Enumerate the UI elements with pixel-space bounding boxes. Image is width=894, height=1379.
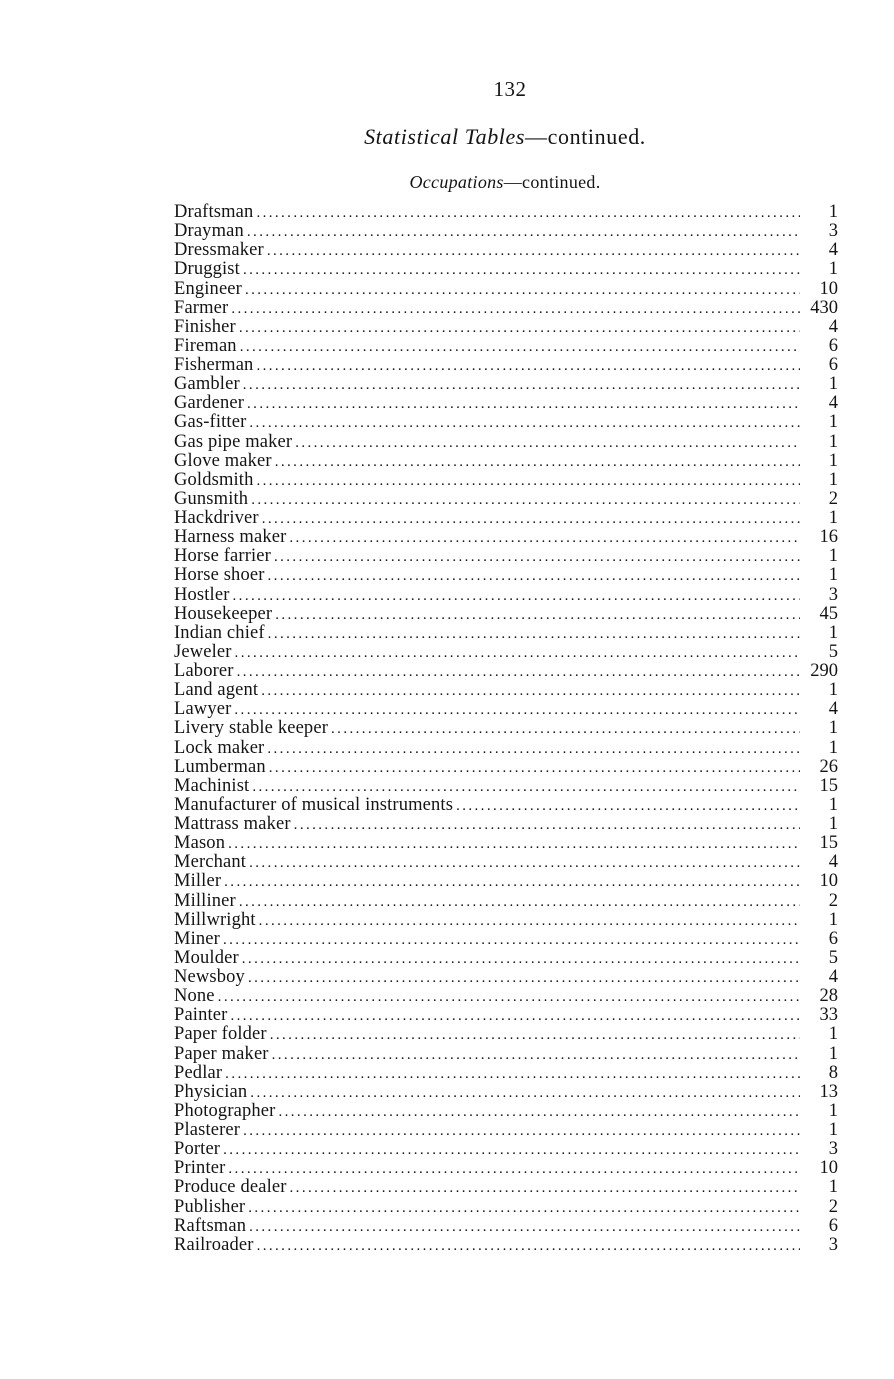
occupation-name: Drayman [174,222,244,242]
occupation-name: Paper maker [174,1044,269,1064]
occupation-count: 10 [819,279,838,299]
occupation-row [174,1236,838,1255]
occupation-name: Milliner [174,891,236,911]
occupation-name: Fisherman [174,356,254,375]
page-title [0,124,894,150]
occupation-row [174,222,838,241]
occupation-row [174,872,838,891]
occupation-name: Finisher [174,317,236,337]
dot-leader [249,854,800,872]
occupation-row [174,280,838,299]
occupation-name: Hackdriver [174,509,259,528]
occupation-row [174,605,838,624]
occupation-name: Gardener [174,394,245,414]
occupation-name: Machinist [174,776,250,796]
occupation-row [174,662,838,681]
dot-leader [243,1122,800,1140]
occupation-name: Merchant [174,853,247,873]
occupation-count: 3 [828,1140,838,1160]
occupation-count: 1 [828,203,838,222]
dot-leader [295,434,800,452]
occupation-count: 10 [819,1159,838,1179]
occupation-row [174,1159,838,1178]
title-continued: —continued. [525,124,646,149]
occupation-count: 1 [828,719,838,739]
occupation-row [174,452,838,471]
dot-leader [223,1141,800,1159]
occupation-count: 1 [828,681,838,701]
occupation-name: Fireman [174,336,237,356]
occupation-count: 2 [828,489,838,509]
occupation-row [174,911,838,930]
occupation-name: Lumberman [174,757,266,777]
occupation-name: Hostler [174,585,230,605]
dot-leader [248,1199,800,1217]
occupation-row [174,1121,838,1140]
occupation-row [174,834,838,853]
dot-leader [268,567,800,585]
occupation-name: Farmer [174,298,229,318]
occupation-row [174,1006,838,1025]
dot-leader [267,740,800,758]
occupation-row [174,777,838,796]
occupation-name: Mattrass maker [174,815,291,834]
occupation-count: 8 [828,1063,838,1083]
dot-leader [245,281,800,299]
occupation-name: Paper folder [174,1025,267,1045]
occupation-count: 15 [819,834,838,854]
occupation-count: 1 [828,413,838,433]
occupation-count: 4 [828,394,838,414]
occupation-count: 3 [828,585,838,605]
occupation-row [174,643,838,662]
occupation-count: 3 [828,1235,838,1255]
occupation-row [174,586,838,605]
occupation-row [174,930,838,949]
occupation-name: Photographer [174,1101,276,1121]
occupation-name: Raftsman [174,1216,247,1236]
occupation-name: Moulder [174,948,239,968]
occupation-name: Horse farrier [174,547,271,567]
dot-leader [278,1103,800,1121]
occupation-row [174,299,838,318]
dot-leader [270,1026,800,1044]
occupation-name: Horse shoer [174,566,265,586]
occupation-count: 28 [819,987,838,1007]
occupation-name: Physician [174,1082,248,1102]
occupation-row [174,394,838,413]
occupation-row [174,547,838,566]
occupation-count: 3 [828,222,838,242]
occupation-count: 1 [828,509,838,528]
occupation-name: Harness maker [174,528,287,548]
occupation-row [174,260,838,279]
occupation-name: Indian chief [174,623,265,643]
dot-leader [252,778,800,796]
occupation-count: 6 [828,1216,838,1236]
occupation-count: 5 [828,642,838,662]
dot-leader [228,1160,800,1178]
occupation-count: 1 [828,1044,838,1064]
occupation-count: 1 [828,566,838,586]
occupation-row [174,1217,838,1236]
occupation-count: 1 [828,547,838,567]
dot-leader [259,912,800,930]
occupation-count: 1 [828,451,838,471]
occupation-row [174,853,838,872]
dot-leader [249,1218,800,1236]
occupation-count: 1 [828,815,838,834]
occupation-name: Gunsmith [174,489,249,509]
occupation-row [174,700,838,719]
occupation-count: 1 [828,623,838,643]
dot-leader [234,701,800,719]
occupation-row [174,566,838,585]
occupation-name: Housekeeper [174,604,273,624]
occupation-name: Railroader [174,1235,254,1255]
dot-leader [248,969,800,987]
dot-leader [269,759,800,777]
dot-leader [239,319,800,337]
occupation-name: Painter [174,1006,228,1026]
dot-leader [249,414,800,432]
dot-leader [224,873,800,891]
occupation-name: Miller [174,872,222,892]
occupation-row [174,949,838,968]
dot-leader [240,338,800,356]
occupation-count: 1 [828,375,838,395]
occupation-count: 6 [828,929,838,949]
occupation-name: Lock maker [174,738,265,758]
occupation-count: 290 [810,662,838,681]
occupation-row [174,433,838,452]
occupation-row [174,528,838,547]
dot-leader [243,261,800,279]
dot-leader [294,816,800,834]
title-italic: Statistical Tables [364,124,526,149]
occupation-row [174,719,838,738]
subtitle-continued: —continued. [503,172,601,192]
occupation-name: Dressmaker [174,241,264,261]
occupation-name: None [174,987,215,1007]
occupation-row [174,1140,838,1159]
dot-leader [237,663,800,681]
occupation-name: Millwright [174,910,256,930]
dot-leader [243,376,800,394]
occupation-count: 5 [828,948,838,968]
occupation-row [174,968,838,987]
occupation-name: Goldsmith [174,470,254,490]
occupation-count: 1 [828,260,838,280]
occupation-name: Produce dealer [174,1178,287,1198]
occupation-row [174,471,838,490]
dot-leader [256,357,800,375]
dot-leader [218,988,800,1006]
occupation-row [174,1198,838,1217]
occupation-name: Gas-fitter [174,413,247,433]
dot-leader [257,1237,800,1255]
occupation-row [174,337,838,356]
occupation-count: 1 [828,1101,838,1121]
occupation-row [174,509,838,528]
dot-leader [331,720,800,738]
dot-leader [272,1046,800,1064]
dot-leader [251,491,800,509]
occupation-name: Jeweler [174,642,232,662]
occupation-name: Printer [174,1159,226,1179]
occupation-name: Manufacturer of musical instruments [174,795,454,815]
occupation-row [174,375,838,394]
dot-leader [274,548,800,566]
dot-leader [247,223,800,241]
occupation-row [174,1025,838,1044]
occupation-row [174,987,838,1006]
occupation-count: 1 [828,470,838,490]
occupation-count: 4 [828,700,838,720]
occupation-count: 1 [828,1025,838,1045]
occupation-name: Laborer [174,662,234,681]
dot-leader [250,1084,800,1102]
occupation-count: 15 [819,776,838,796]
occupation-row [174,892,838,911]
occupation-count: 45 [819,604,838,624]
dot-leader [228,835,800,853]
table-subtitle [0,172,894,193]
occupation-count: 1 [828,1178,838,1198]
occupation-count: 33 [819,1006,838,1026]
occupation-count: 1 [828,1121,838,1140]
occupation-count: 430 [810,298,838,318]
occupation-count: 2 [828,891,838,911]
occupation-count: 1 [828,432,838,452]
dot-leader [231,300,800,318]
occupation-count: 6 [828,356,838,375]
dot-leader [261,682,800,700]
occupation-row [174,356,838,375]
occupation-row [174,1178,838,1197]
occupation-row [174,318,838,337]
occupation-row [174,1102,838,1121]
occupation-row [174,815,838,834]
occupation-name: Gas pipe maker [174,432,293,452]
dot-leader [275,453,800,471]
occupation-row [174,796,838,815]
dot-leader [223,931,800,949]
occupation-count: 2 [828,1197,838,1217]
dot-leader [242,950,800,968]
occupation-name: Lawyer [174,700,232,720]
dot-leader [247,395,800,413]
dot-leader [289,529,800,547]
occupation-count: 10 [819,872,838,892]
dot-leader [225,1065,800,1083]
subtitle-italic: Occupations [409,172,504,192]
occupation-list [174,203,838,1255]
occupation-name: Land agent [174,681,259,701]
dot-leader [233,587,800,605]
occupation-count: 13 [819,1082,838,1102]
occupation-row [174,739,838,758]
occupation-row [174,1064,838,1083]
occupation-name: Draftsman [174,203,254,222]
dot-leader [230,1007,800,1025]
occupation-name: Druggist [174,260,240,280]
dot-leader [267,242,800,260]
occupation-name: Miner [174,929,220,949]
occupation-name: Pedlar [174,1063,223,1083]
occupation-row [174,758,838,777]
page-number: 132 [493,77,527,101]
dot-leader [235,644,800,662]
occupation-row [174,681,838,700]
occupation-count: 1 [828,738,838,758]
occupation-row [174,1045,838,1064]
occupation-name: Glove maker [174,451,272,471]
occupation-row [174,624,838,643]
occupation-count: 26 [819,757,838,777]
occupation-row [174,203,838,222]
occupation-name: Publisher [174,1197,246,1217]
dot-leader [239,893,800,911]
dot-leader [290,1179,800,1197]
occupation-row [174,413,838,432]
occupation-count: 4 [828,241,838,261]
occupation-count: 1 [828,795,838,815]
occupation-name: Plasterer [174,1121,241,1140]
occupation-row [174,241,838,260]
occupation-row [174,490,838,509]
occupation-name: Mason [174,834,226,854]
dot-leader [256,472,800,490]
occupation-count: 16 [819,528,838,548]
dot-leader [268,625,800,643]
occupation-name: Livery stable keeper [174,719,329,739]
dot-leader [256,204,800,222]
dot-leader [275,606,800,624]
occupation-count: 6 [828,336,838,356]
occupation-name: Gambler [174,375,240,395]
dot-leader [456,797,800,815]
occupation-count: 4 [828,853,838,873]
occupation-name: Newsboy [174,968,245,987]
occupation-count: 4 [828,968,838,987]
dot-leader [262,510,800,528]
occupation-name: Porter [174,1140,221,1160]
occupation-name: Engineer [174,279,242,299]
occupation-count: 4 [828,317,838,337]
occupation-count: 1 [828,910,838,930]
occupation-row [174,1083,838,1102]
